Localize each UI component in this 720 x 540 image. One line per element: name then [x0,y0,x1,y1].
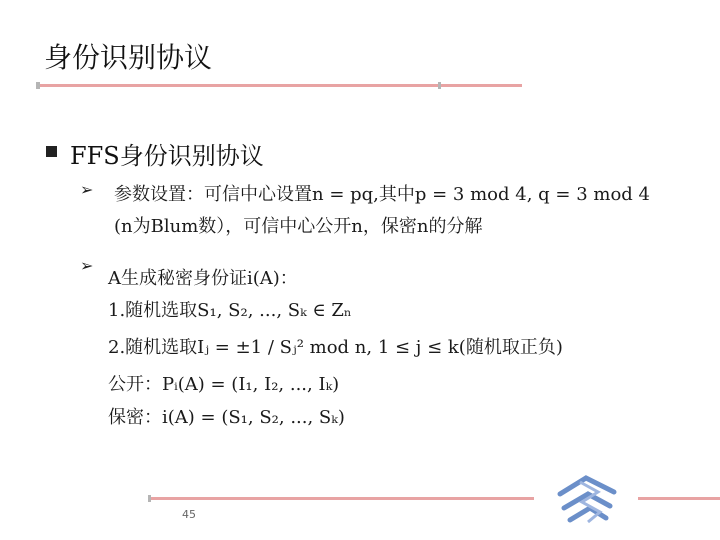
secret-key-line: 保密：i(A) = (S₁, S₂, ..., Sₖ) [108,407,345,428]
step-1: 1.随机选取S₁, S₂, ..., Sₖ ∈ Zₙ [108,300,352,321]
section-heading: FFS身份识别协议 [70,142,264,170]
footer-divider [148,497,534,500]
arrow-bullet-icon: ➢ [80,180,94,199]
university-logo-icon [552,472,624,528]
divider-marker [36,82,40,89]
setup-line-2: (n为Blum数），可信中心公开n，保密n的分解 [114,216,483,237]
divider-marker [148,495,151,502]
public-key-line: 公开：Pᵢ(A) = (I₁, I₂, ..., Iₖ) [108,374,340,395]
setup-line-1: 参数设置：可信中心设置n = pq,其中p = 3 mod 4, q = 3 mod 4 [114,184,650,205]
step-2: 2.随机选取Iⱼ = ±1 / Sⱼ² mod n, 1 ≤ j ≤ k(随机取正负) [108,337,563,358]
generate-line: A生成秘密身份证i(A)： [108,268,298,289]
footer-divider [638,497,720,500]
square-bullet-icon [46,146,57,157]
slide-title: 身份识别协议 [44,41,213,74]
title-divider [36,84,522,87]
divider-marker [438,82,441,89]
page-number: 45 [182,508,196,521]
arrow-bullet-icon: ➢ [80,256,94,275]
